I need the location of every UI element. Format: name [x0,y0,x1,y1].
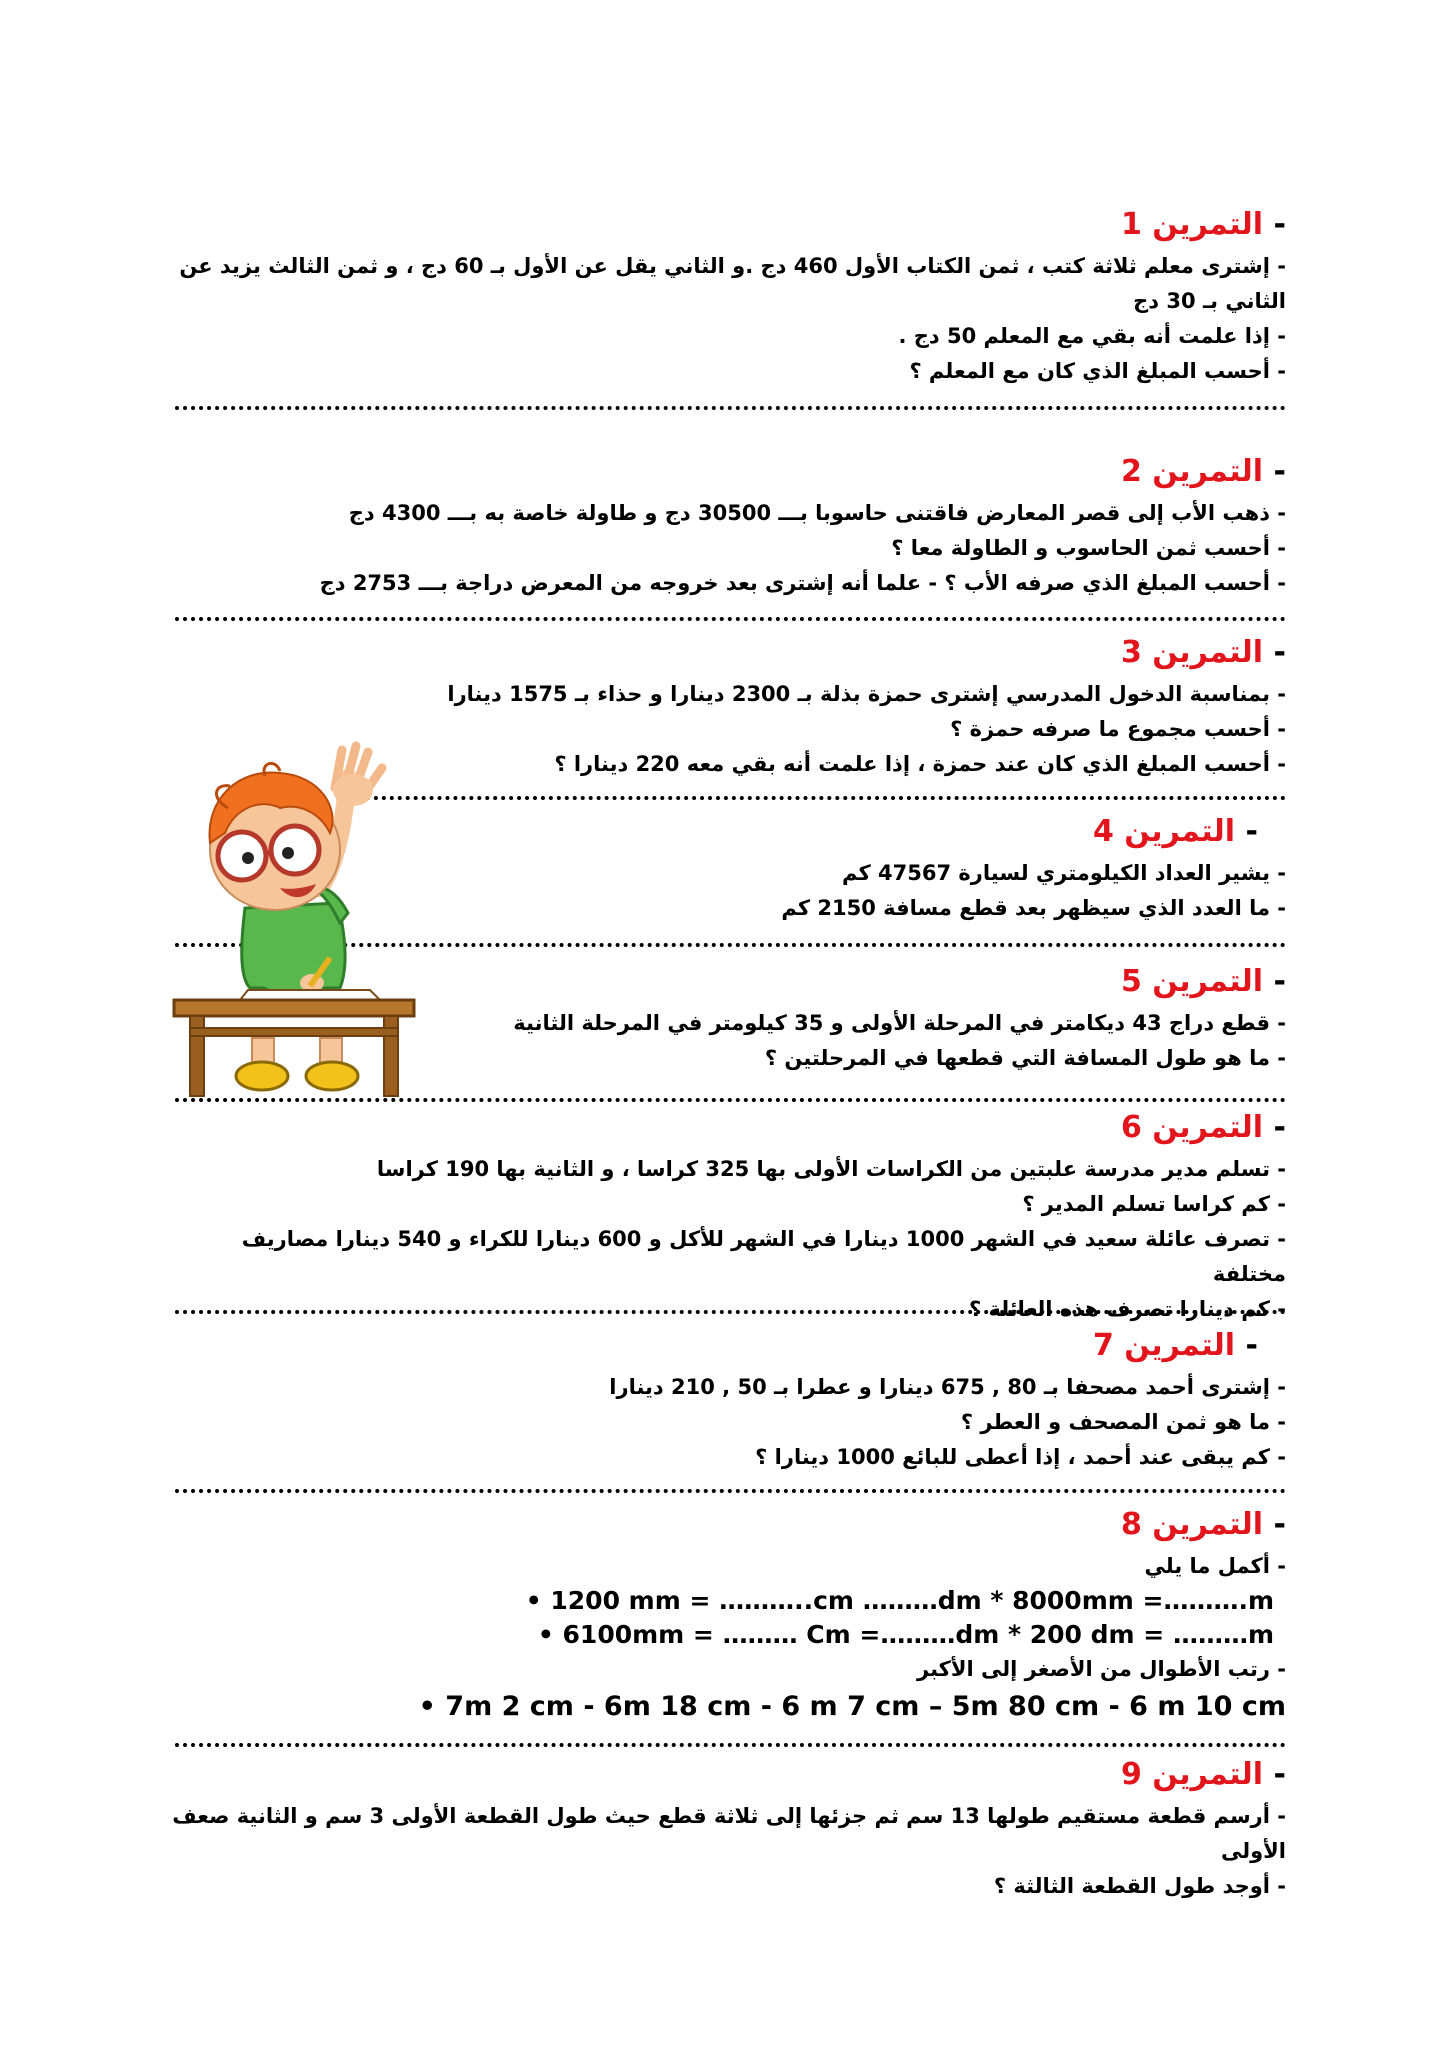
exercise-title: - التمرين 8 [1120,1507,1286,1542]
exercise-title: - التمرين 9 [1120,1757,1286,1792]
exercise-line: - إذا علمت أنه بقي مع المعلم 50 دج . [898,324,1286,348]
dotted-separator [175,406,1286,410]
exercise-line: - أحسب المبلغ الذي كان مع المعلم ؟ [909,359,1286,383]
exercise-title: - التمرين 4 [1092,814,1258,849]
exercise-title: - التمرين 6 [1120,1110,1286,1145]
exercise-title: - التمرين 1 [1120,207,1286,242]
conversion-line-2: • 6100mm = ……… Cm =………dm * 200 dm = ………m [537,1620,1274,1649]
exercise-line: - أحسب ثمن الحاسوب و الطاولة معا ؟ [891,536,1286,560]
student-at-desk-illustration [170,738,420,1098]
exercise-line: - كم دينارا تصرف هذه العائلة ؟ [969,1297,1286,1321]
dotted-separator [175,1098,1286,1102]
exercise-line: - أحسب مجموع ما صرفه حمزة ؟ [950,717,1286,741]
exercise-title: - التمرين 2 [1120,454,1286,489]
dotted-separator [350,796,1286,800]
exercise-line: - تسلم مدير مدرسة علبتين من الكراسات الأولى بها 325 كراسا ، و الثانية بها 190 كراسا [376,1157,1286,1181]
dotted-separator [175,617,1286,621]
exercise-title: - التمرين 7 [1092,1328,1258,1363]
dotted-separator [175,1743,1286,1747]
dotted-separator [175,1310,1286,1314]
dotted-separator [175,1489,1286,1493]
exercise-title: - التمرين 5 [1120,964,1286,999]
exercise-line: - أحسب المبلغ الذي كان عند حمزة ، إذا علمت أنه بقي معه 220 دينارا ؟ [554,752,1286,776]
exercise-line: - كم يبقى عند أحمد ، إذا أعطى للبائع 1000 دينارا ؟ [755,1445,1286,1469]
exercise-line: - قطع دراج 43 ديكامتر في المرحلة الأولى و 35 كيلومتر في المرحلة الثانية [513,1011,1286,1035]
exercise-line: - ما هو طول المسافة التي قطعها في المرحلتين ؟ [764,1046,1286,1070]
exercise-line: - يشير العداد الكيلومتري لسيارة 47567 كم [842,861,1286,885]
exercise-line: - ما هو ثمن المصحف و العطر ؟ [960,1410,1286,1434]
exercise-title: - التمرين 3 [1120,635,1286,670]
exercise-line: - كم كراسا تسلم المدير ؟ [1022,1192,1286,1216]
exercise-line: - ما العدد الذي سيظهر بعد قطع مسافة 2150 كم [781,896,1286,920]
exercise-6 [170,1108,1286,1327]
exercise-7 [170,1326,1286,1475]
conversion-line-1: • 1200 mm = ………..cm ………dm * 8000mm =……….m [525,1586,1274,1615]
exercise-line: - إشترى أحمد مصحفا بـ 80 , 675 دينارا و عطرا بـ 50 , 210 دينارا [609,1375,1286,1399]
exercise-8 [170,1505,1286,1727]
exercise-instruction: - أكمل ما يلي [1144,1554,1286,1578]
exercise-9 [170,1755,1286,1904]
exercise-line: - ذهب الأب إلى قصر المعارض فاقتنى حاسوبا بـــ 30500 دج و طاولة خاصة به بـــ 4300 دج [348,501,1286,525]
exercise-line: - أحسب المبلغ الذي صرفه الأب ؟ - علما أنه إشترى بعد خروجه من المعرض دراجة بـــ 2753 دج [319,571,1286,595]
exercise-line: - تصرف عائلة سعيد في الشهر 1000 دينارا في الشهر للأكل و 600 دينارا للكراء و 540 دينارا مصاريف مختلفة [241,1227,1286,1286]
exercise-line: - أرسم قطعة مستقيم طولها 13 سم ثم جزئها إلى ثلاثة قطع حيث طول القطعة الأولى 3 سم و الثانية صعف الأولى [172,1804,1286,1863]
exercise-line: - إشترى معلم ثلاثة كتب ، ثمن الكتاب الأول 460 دج .و الثاني يقل عن الأول بـ 60 دج ، و ثمن الثالث يزيد عن الثاني بـ 30 دج [179,254,1286,313]
exercise-instruction: - رتب الأطوال من الأصغر إلى الأكبر [917,1657,1286,1681]
exercise-line: - أوجد طول القطعة الثالثة ؟ [993,1874,1286,1898]
exercise-line: - بمناسبة الدخول المدرسي إشترى حمزة بذلة بـ 2300 دينارا و حذاء بـ 1575 دينارا [447,682,1286,706]
exercise-2 [170,452,1286,601]
exercise-1 [170,205,1286,389]
lengths-to-order: • 7m 2 cm - 6m 18 cm - 6 m 7 cm – 5m 80 cm - 6 m 10 cm [418,1691,1286,1722]
